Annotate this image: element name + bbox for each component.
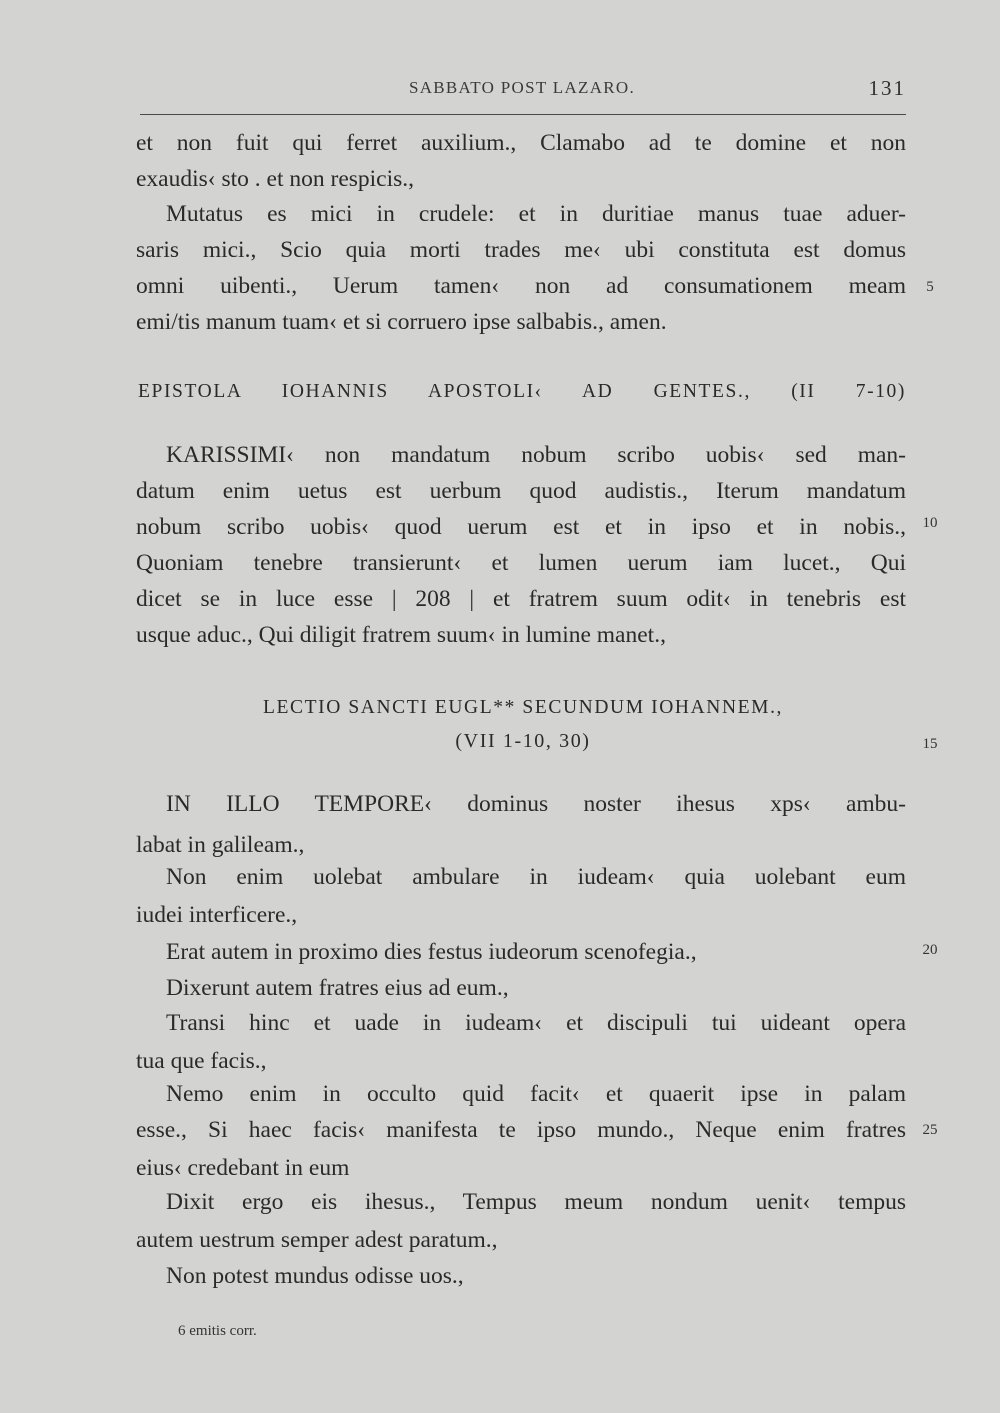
text-line: dicet se in luce esse | 208 | et fratrem suum odit‹ in tenebris est [136, 586, 906, 612]
line-number: 25 [922, 1122, 938, 1138]
text-line: omni uibenti., Uerum tamen‹ non ad consumationem meam [136, 273, 906, 299]
text-line: emi/tis manum tuam‹ et si corruero ipse salbabis., amen. [136, 309, 667, 335]
text-line: tua que facis., [136, 1048, 267, 1074]
running-title: SABBATO POST LAZARO. [408, 78, 636, 97]
text-line: eius‹ credebant in eum [136, 1155, 350, 1181]
text-line: labat in galileam., [136, 832, 305, 858]
section-heading: LECTIO SANCTI EUGL** SECUNDUM IOHANNEM., [262, 697, 784, 718]
text-line: usque aduc., Qui diligit fratrem suum‹ in lumine manet., [136, 622, 666, 648]
text-line: autem uestrum semper adest paratum., [136, 1227, 498, 1253]
text-line: nobum scribo uobis‹ quod uerum est et in ipso et in nobis., [136, 514, 906, 540]
text-line: Dixit ergo eis ihesus., Tempus meum nondum uenit‹ tempus [166, 1189, 906, 1215]
text-line: esse., Si haec facis‹ manifesta te ipso mundo., Neque enim fratres [136, 1117, 906, 1143]
line-number: 5 [926, 279, 934, 295]
text-line: Mutatus es mici in crudele: et in duritiae manus tuae aduer- [166, 201, 906, 227]
footnote: 6 emitis corr. [178, 1323, 257, 1339]
header-rule [140, 114, 906, 115]
text-line: Non enim uolebat ambulare in iudeam‹ quia uolebant eum [166, 864, 906, 890]
text-line: Quoniam tenebre transierunt‹ et lumen uerum iam lucet., Qui [136, 550, 906, 576]
section-reference: (VII 1-10, 30) [455, 730, 591, 752]
text-line: Non potest mundus odisse uos., [166, 1263, 464, 1289]
text-line: KARISSIMI‹ non mandatum nobum scribo uobis‹ sed man- [166, 442, 906, 468]
text-line: Transi hinc et uade in iudeam‹ et discipuli tui uideant opera [166, 1010, 906, 1036]
line-number: 20 [922, 942, 938, 958]
text-line: saris mici., Scio quia morti trades me‹ ubi constituta est domus [136, 237, 906, 263]
line-number: 10 [922, 515, 938, 531]
text-line: IN ILLO TEMPORE‹ dominus noster ihesus xps‹ ambu- [166, 791, 906, 817]
page-number: 131 [868, 76, 906, 100]
text-line: exaudis‹ sto . et non respicis., [136, 166, 415, 192]
running-head [138, 78, 906, 102]
line-number: 15 [922, 736, 938, 752]
text-line: iudei interficere., [136, 902, 298, 928]
text-line: Nemo enim in occulto quid facit‹ et quaerit ipse in palam [166, 1081, 906, 1107]
text-line: et non fuit qui ferret auxilium., Clamabo ad te domine et non [136, 130, 906, 156]
section-heading: EPISTOLA IOHANNIS APOSTOLI‹ AD GENTES., (II 7-10) [138, 381, 906, 402]
text-line: Dixerunt autem fratres eius ad eum., [166, 975, 509, 1001]
text-line: datum enim uetus est uerbum quod audistis., Iterum mandatum [136, 478, 906, 504]
text-line: Erat autem in proximo dies festus iudeorum scenofegia., [166, 939, 697, 965]
